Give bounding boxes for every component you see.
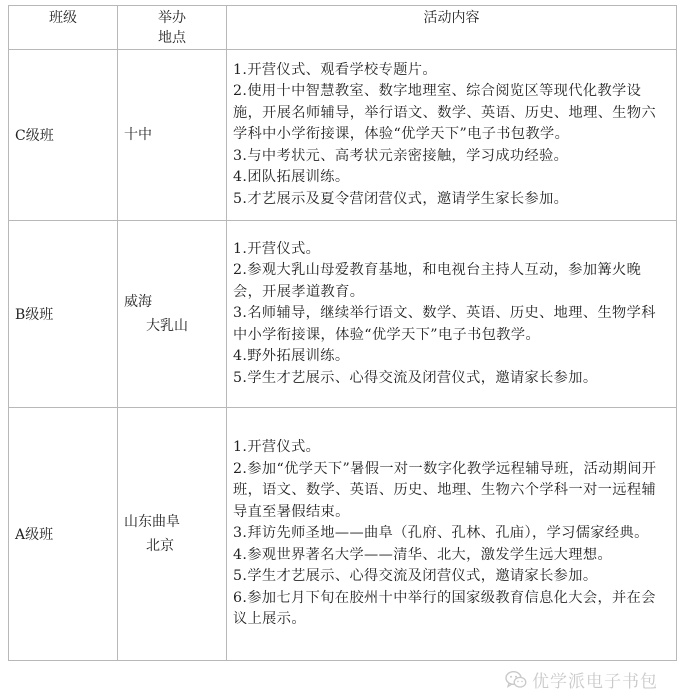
- activity-item: 2.参观大乳山母爱教育基地，和电视台主持人互动，参加篝火晚会，开展孝道教育。: [233, 262, 642, 300]
- activities-cell: [227, 408, 677, 661]
- activity-schedule-table: [8, 5, 677, 661]
- class-cell: B级班: [9, 221, 118, 408]
- header-activities-label: 活动内容: [423, 9, 480, 26]
- header-location-line2: 地点: [158, 29, 186, 46]
- location-line: 威海: [124, 294, 152, 310]
- watermark: [505, 667, 658, 692]
- watermark-text: 优学派电子书包: [532, 672, 658, 692]
- activity-item: 2.使用十中智慧教室、数字地理室、综合阅览区等现代化教学设施，开展名师辅导，举行语文、数学、英语、历史、地理、生物六学科中小学衔接课，体验“优学天下”电子书包教学。: [233, 83, 657, 143]
- location-line: 大乳山: [146, 318, 188, 334]
- activities-cell: [227, 50, 677, 221]
- table-row: [9, 221, 677, 408]
- location-cell: [118, 408, 227, 661]
- class-cell: A级班: [9, 408, 118, 661]
- activity-item: 1.开营仪式、观看学校专题片。: [233, 61, 437, 78]
- activity-item: 2.参加“优学天下”暑假一对一数字化教学远程辅导班，活动期间开班，语文、数学、英语、历史、地理、生物六个学科一对一远程辅导直至暑假结束。: [233, 460, 657, 520]
- activity-item: 4.参观世界著名大学——清华、北大，激发学生远大理想。: [233, 546, 613, 563]
- class-cell: C级班: [9, 50, 118, 221]
- activity-item: 3.拜访先师圣地——曲阜（孔府、孔林、孔庙），学习儒家经典。: [233, 525, 649, 542]
- activity-item: 3.名师辅导，继续举行语文、数学、英语、历史、地理、生物学科中小学衔接课，体验“优学天下”电子书包教学。: [233, 305, 656, 343]
- table-header-row: [9, 6, 677, 50]
- table-row: [9, 50, 677, 221]
- activity-item: 3.与中考状元、高考状元亲密接触，学习成功经验。: [233, 147, 569, 164]
- activity-item: 1.开营仪式。: [233, 240, 321, 257]
- header-location-line1: 举办: [158, 9, 186, 26]
- header-class-label: 班级: [49, 9, 77, 26]
- location-cell: [118, 50, 227, 221]
- wechat-icon: [505, 670, 527, 690]
- header-class: [9, 6, 118, 50]
- activity-item: 1.开营仪式。: [233, 439, 321, 456]
- activity-item: 4.野外拓展训练。: [233, 348, 350, 365]
- header-activities: [227, 6, 677, 50]
- location-line: 北京: [146, 538, 174, 554]
- activity-item: 5.学生才艺展示、心得交流及闭营仪式，邀请家长参加。: [233, 369, 598, 386]
- activity-item: 6.参加七月下旬在胶州十中举行的国家级教育信息化大会，并在会议上展示。: [233, 589, 656, 628]
- header-location: [118, 6, 227, 50]
- activity-item: 5.才艺展示及夏令营闭营仪式，邀请学生家长参加。: [233, 190, 569, 207]
- activities-cell: [227, 221, 677, 408]
- activity-item: 4.团队拓展训练。: [233, 169, 350, 186]
- location-cell: [118, 221, 227, 408]
- activity-item: 5.学生才艺展示、心得交流及闭营仪式，邀请家长参加。: [233, 568, 598, 585]
- table-row: [9, 408, 677, 661]
- location-line: 十中: [124, 127, 152, 143]
- location-line: 山东曲阜: [124, 514, 180, 530]
